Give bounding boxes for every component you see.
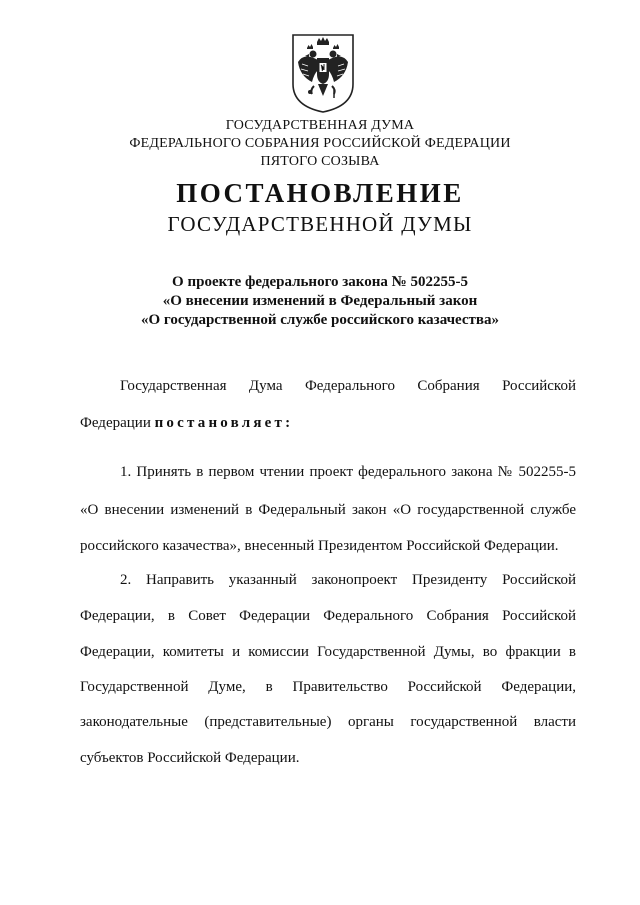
preamble-line-2 bbox=[80, 413, 576, 433]
item-2-line-6: субъектов Российской Федерации. bbox=[80, 750, 300, 766]
subject-line-1: О проекте федерального закона № 502255-5 bbox=[172, 274, 468, 290]
convocation-line: ПЯТОГО СОЗЫВА bbox=[260, 154, 380, 169]
issuer-line-1: ГОСУДАРСТВЕННАЯ ДУМА bbox=[225, 118, 415, 133]
subject-line-3: «О государственной службе российского казачества» bbox=[140, 312, 500, 328]
document-issuer-subtitle: ГОСУДАРСТВЕННОЙ ДУМЫ bbox=[167, 212, 473, 236]
item-2-line-5: законодательные (представительные) органы государственной власти bbox=[80, 714, 576, 730]
preamble-line-1: Государственная Дума Федерального Собрания Российской bbox=[120, 378, 576, 394]
russian-eagle-emblem-icon bbox=[290, 32, 356, 114]
document-type-title: ПОСТАНОВЛЕНИЕ bbox=[176, 178, 464, 208]
item-1-line-3: российского казачества», внесенный Президентом Российской Федерации. bbox=[80, 538, 559, 554]
item-2-line-3: Федерации, комитеты и комиссии Государственной Думы, во фракции в bbox=[80, 644, 576, 660]
subject-line-2: «О внесении изменений в Федеральный закон bbox=[162, 293, 478, 309]
item-1-line-2: «О внесении изменений в Федеральный закон «О государственной службе bbox=[80, 502, 576, 518]
item-2-line-4: Государственной Думе, в Правительство Российской Федерации, bbox=[80, 679, 576, 695]
preamble-federation: Федерации bbox=[80, 415, 155, 431]
item-1-line-1: 1. Принять в первом чтении проект федерального закона № 502255-5 bbox=[120, 464, 576, 480]
resolves-keyword: постановляет: bbox=[154, 415, 294, 431]
issuer-line-2: ФЕДЕРАЛЬНОГО СОБРАНИЯ РОССИЙСКОЙ ФЕДЕРАЦИИ bbox=[129, 136, 511, 151]
item-2-line-1: 2. Направить указанный законопроект Президенту Российской bbox=[120, 572, 576, 588]
item-2-line-2: Федерации, в Совет Федерации Федерального Собрания Российской bbox=[80, 608, 576, 624]
